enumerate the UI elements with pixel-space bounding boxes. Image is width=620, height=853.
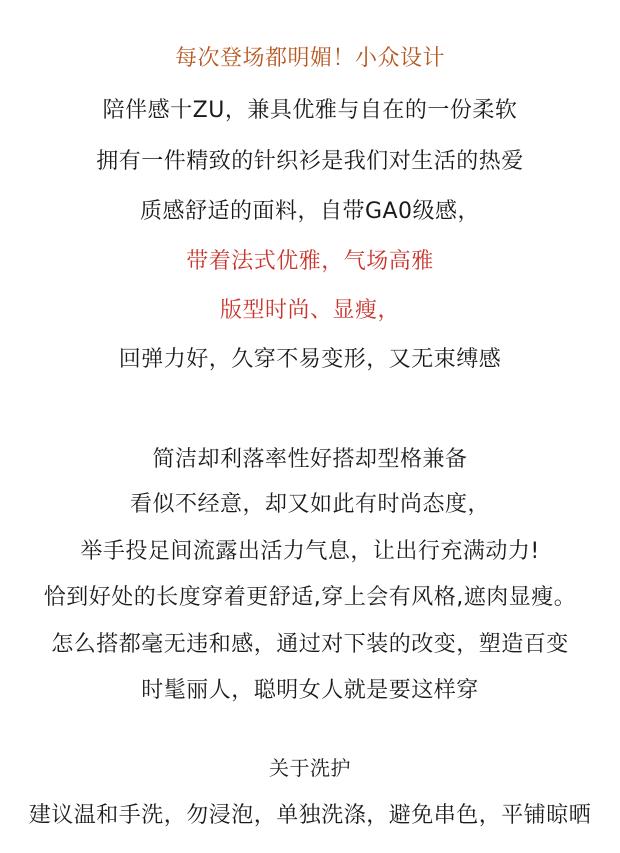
style-line: 时髦丽人，聪明女人就是要这样穿 [141,678,479,703]
highlight-line: 版型时尚、显瘦， [219,298,400,323]
style-line: 举手投足间流露出活力气息，让出行充满动力! [80,539,540,564]
description-line: 回弹力好，久穿不易变形，又无束缚感 [118,347,502,372]
style-line: 看似不经意，却又如此有时尚态度， [129,492,490,517]
care-title: 关于洗护 [269,756,351,780]
headline: 每次登场都明媚！小众设计 [174,46,445,71]
style-line: 简洁却利落率性好搭却型格兼备 [152,447,468,472]
description-line: 质感舒适的面料，自带GA0级感， [139,199,481,224]
description-line: 拥有一件精致的针织衫是我们对生活的热爱 [96,149,524,174]
description-line: 陪伴感十ZU，兼具优雅与自在的一份柔软 [102,98,518,123]
style-line: 恰到好处的长度穿着更舒适,穿上会有风格,遮肉显瘦。 [43,585,577,610]
care-instructions: 建议温和手洗，勿浸泡，单独洗涤，避免串色，平铺晾晒 [28,803,592,828]
style-line: 怎么搭都毫无违和感，通过对下装的改变，塑造百变 [51,632,569,657]
highlight-line: 带着法式优雅，气场高雅 [186,249,434,274]
